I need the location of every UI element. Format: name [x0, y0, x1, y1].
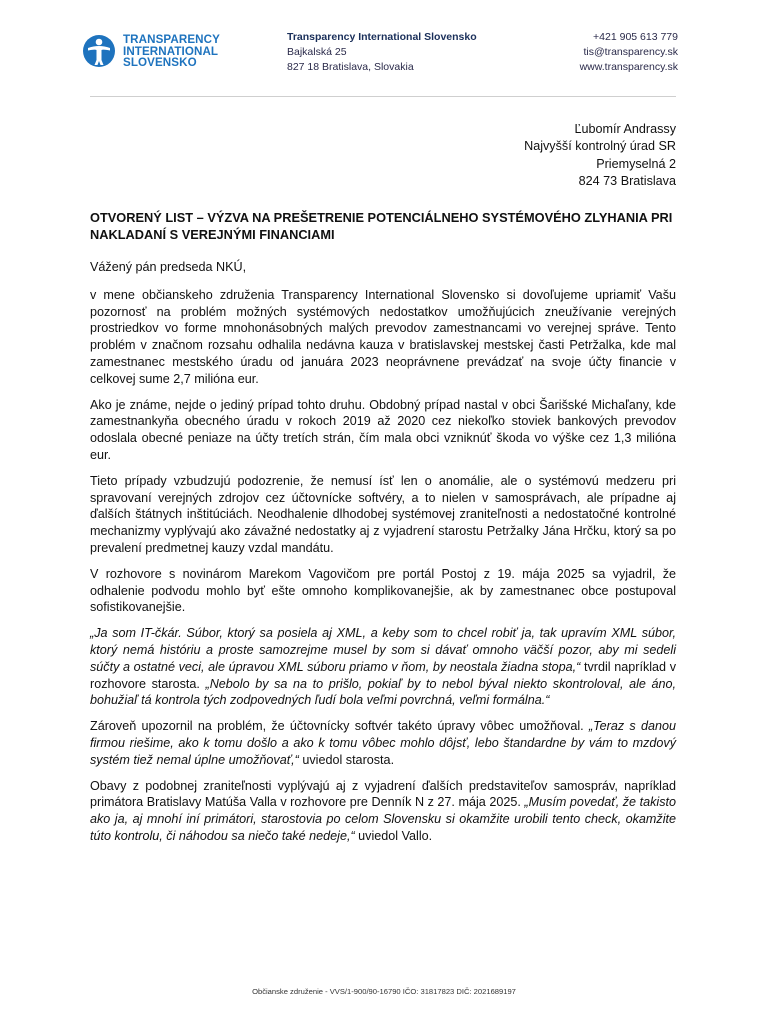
- contact-block: [580, 30, 678, 75]
- recipient-name: Ľubomír Andrassy: [574, 122, 676, 136]
- recipient-address: [524, 121, 676, 190]
- page-footer: Občianske združenie - VVS/1-900/90-16790 IČO: 31817823 DIČ: 2021689197: [252, 987, 516, 996]
- paragraph-4: V rozhovore s novinárom Marekom Vagovičom pre portál Postoj z 19. mája 2025 sa vyjadril, že odhalenie podvodu mohlo byť ešte omnoho komplikovanejšie, ak by zamestnanec obce postupoval sofistikovanejšie.: [90, 566, 676, 615]
- recipient-street: Priemyselná 2: [596, 156, 676, 171]
- letter-greeting: Vážený pán predseda NKÚ,: [90, 260, 247, 274]
- paragraph-2: Ako je známe, nejde o jediný prípad tohto druhu. Obdobný prípad nastal v obci Šarišské Michaľany, kde zamestnankyňa obecného úradu v rokoch 2019 až 2020 cez niekoľko stoviek bankových prevodov odoslala obecné peniaze na účty tretích strán, čím mala obci vzniknúť škoda vo výške cez 1,3 milióna eur.: [90, 397, 676, 462]
- paragraph-7: [90, 778, 676, 845]
- paragraph-6: [90, 718, 676, 768]
- quote-4: „Musím povedať, že takisto ako ja, aj mnohí iní primátori, starostovia po celom Slovensku si okamžite urobili tento check, okamžite túto kontrolu, či náhodou sa niečo také nedeje,“: [90, 795, 677, 843]
- paragraph-5: [90, 625, 676, 709]
- quote-1: „Ja som IT-čkár. Súbor, ktorý sa posiela aj XML, a keby som to chcel robiť ja, tak upravím XML súbor, ktorý nemá históriu a proste samozrejme musel by som si dávať omnoho väčší pozor, aby mi sedeli súčty a ostatné veci, ale úpravou XML súboru priamo v ňom, by neostala žiadna stopa,“: [90, 626, 676, 674]
- recipient-office: Najvyšší kontrolný úrad SR: [524, 139, 676, 154]
- paragraph-6-text: Zároveň upozornil na problém, že účtovnícky softvér takéto úpravy vôbec umožňoval.: [90, 719, 589, 734]
- letterhead: [80, 24, 680, 84]
- logo-line-2: INTERNATIONAL: [123, 44, 219, 58]
- contact-email[interactable]: tis@transparency.sk: [583, 46, 678, 58]
- contact-phone: +421 905 613 779: [593, 31, 678, 43]
- paragraph-3: Tieto prípady vzbudzujú podozrenie, že nemusí ísť len o anomálie, ale o systémovú medzeru pri spravovaní verejných zdrojov cez účtovnícke softvéry, a to nielen v samosprávach, ale prípadne aj ďalších štátnych inštitúciách. Neodhalenie dlhodobej systémovej zraniteľnosti a nedostatočné kontrolné mechanizmy vyplývajú ako závažné nedostatky aj z vyjadrení starostu Petržalky Jána Hrčku, ktorý sa po prevalení predmetnej kauzy vzdal mandátu.: [90, 473, 676, 555]
- logo-wordmark: [123, 34, 220, 69]
- header-divider: [90, 96, 676, 97]
- transparency-logo-icon: [82, 34, 116, 68]
- recipient-city: 824 73 Bratislava: [578, 173, 676, 188]
- organization-name: Transparency International Slovensko: [287, 31, 477, 43]
- contact-website[interactable]: www.transparency.sk: [579, 61, 678, 73]
- paragraph-7-text: Obavy z podobnej zraniteľnosti vyplývajú aj z vyjadrení ďalších predstaviteľov samospráv, napríklad primátora Bratislavy Matúša Valla v rozhovore pre Denník N z 27. mája 2025.: [90, 778, 676, 810]
- paragraph-6-end: uviedol starosta.: [298, 752, 395, 767]
- paragraph-1: v mene občianskeho združenia Transparency International Slovensko si dovoľujeme upriamiť Vašu pozornosť na problém možných systémových nedostatkov umožňujúcich zneužívanie verejných prostriedkov vo forme mnohonásobných malých prevodov zamestnancami vo verejnej správe. Tento problém v značnom rozsahu odhalila nedávna kauza v bratislavskej mestskej časti Petržalka, kde mal zamestnanec mestského úradu od januára 2023 neoprávnene prevádzať na svoje účty financie v celkovej sume 2,7 milióna eur.: [90, 287, 676, 386]
- letter-title: OTVORENÝ LIST – VÝZVA NA PREŠETRENIE POTENCIÁLNEHO SYSTÉMOVÉHO ZLYHANIA PRI NAKLADANÍ S VEREJNÝMI FINANCIAMI: [90, 210, 673, 242]
- quote-2: „Nebolo by sa na to prišlo, pokiaľ by to nebol býval niekto skontroloval, ale áno, bohužiaľ tá kontrola tých zodpovedných ľudí bola veľmi povrchná, veľmi formálna.“: [90, 676, 676, 708]
- organization-city: 827 18 Bratislava, Slovakia: [287, 61, 414, 73]
- logo-line-3: SLOVENSKO: [123, 56, 197, 69]
- logo-line-1: TRANSPARENCY: [123, 33, 220, 46]
- letter-body: [90, 209, 676, 854]
- organization-street: Bajkalská 25: [287, 46, 347, 58]
- quote-3: „Teraz s danou firmou riešime, ako k tomu došlo a ako k tomu vôbec mohlo dôjsť, lebo štandardne by vám to mzdový systém tiež nemal úplne umožňovať,“: [90, 719, 676, 767]
- paragraph-5-text: tvrdil napríklad v rozhovore starosta.: [90, 659, 676, 691]
- logo: [80, 29, 240, 75]
- organization-address: [287, 30, 477, 75]
- paragraph-7-end: uviedol Vallo.: [354, 828, 433, 843]
